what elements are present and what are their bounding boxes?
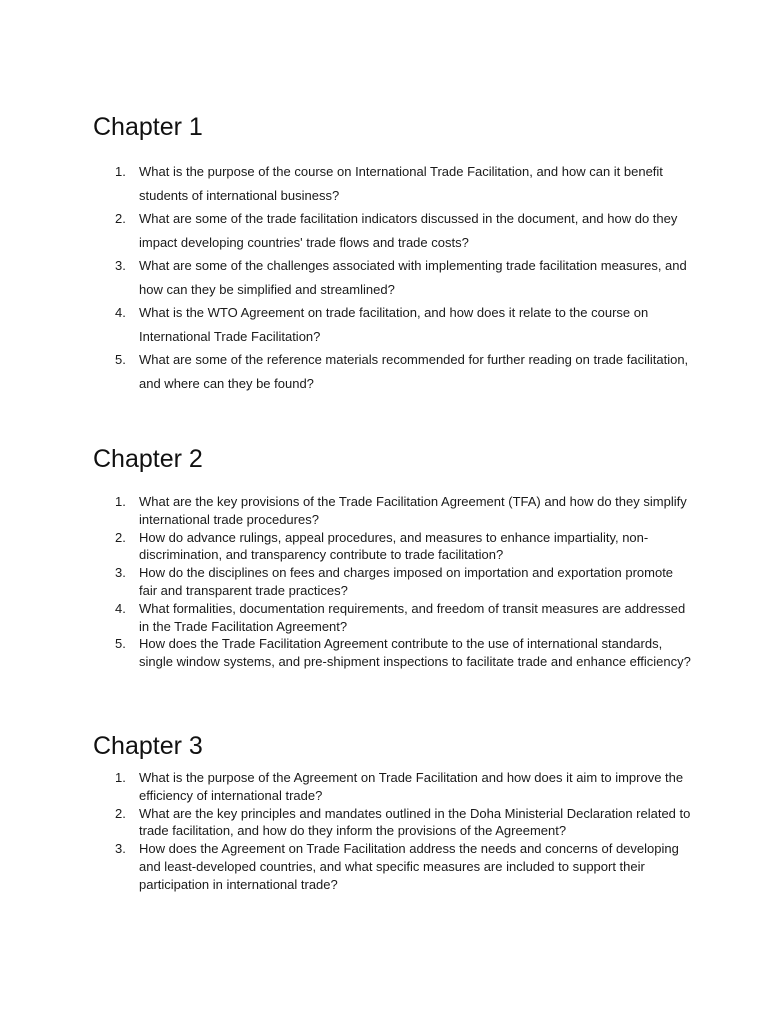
question-list	[93, 769, 693, 894]
question-number: 1.	[115, 494, 126, 509]
question-item	[93, 493, 693, 529]
question-item	[93, 564, 693, 600]
question-text: How do the disciplines on fees and charges imposed on importation and exportation promote fair and transparent trade practices?	[139, 565, 674, 598]
question-text: How do advance rulings, appeal procedures, and measures to enhance impartiality, non-discrimination, and transparency contribute to trade facilitation?	[139, 529, 649, 563]
question-text: What are some of the trade facilitation indicators discussed in the document, and how do they impact developing countries' trade flows and trade costs?	[139, 211, 678, 250]
question-text: How does the Trade Facilitation Agreement contribute to the use of international standards, single window systems, and pre-shipment inspections to facilitate trade and enhance efficiency?	[139, 636, 691, 670]
question-item	[93, 529, 693, 565]
chapter-3-section	[93, 731, 693, 894]
chapter-heading: Chapter 2	[93, 445, 203, 473]
question-text: What is the purpose of the course on International Trade Facilitation, and how can it benefit students of international business?	[139, 164, 663, 203]
question-number: 2.	[115, 529, 126, 545]
question-item	[93, 207, 693, 254]
question-text: What is the WTO Agreement on trade facilitation, and how does it relate to the course on International Trade Facilitation?	[139, 305, 649, 344]
chapter-heading: Chapter 3	[93, 732, 203, 760]
question-text: What are some of the challenges associated with implementing trade facilitation measures, and how can they be simplified and streamlined?	[139, 258, 687, 297]
question-number: 4.	[115, 600, 126, 616]
question-item	[93, 348, 693, 395]
question-list	[93, 493, 693, 671]
question-number: 2.	[115, 805, 126, 821]
question-text: What are the key principles and mandates outlined in the Doha Ministerial Declaration related to trade facilitation, and how do they inform the provisions of the Agreement?	[139, 805, 691, 839]
question-item	[93, 254, 693, 301]
question-number: 4.	[115, 305, 126, 320]
question-text: What formalities, documentation requirements, and freedom of transit measures are addressed in the Trade Facilitation Agreement?	[139, 600, 686, 634]
question-number: 1.	[115, 770, 126, 785]
question-item	[93, 805, 693, 841]
question-number: 3.	[115, 841, 126, 857]
question-list	[93, 160, 693, 395]
question-number: 5.	[115, 636, 126, 652]
question-item	[93, 635, 693, 671]
question-text: What are the key provisions of the Trade Facilitation Agreement (TFA) and how do they simplify international trade procedures?	[139, 494, 687, 527]
chapter-2-section	[93, 444, 693, 671]
question-item	[93, 160, 693, 207]
chapter-heading: Chapter 1	[93, 113, 203, 141]
chapter-1-section	[93, 112, 693, 395]
question-item	[93, 840, 693, 893]
question-item	[93, 301, 693, 348]
question-text: What is the purpose of the Agreement on Trade Facilitation and how does it aim to improve the efficiency of international trade?	[139, 770, 684, 803]
question-number: 1.	[115, 164, 126, 179]
question-number: 2.	[115, 211, 126, 226]
question-number: 3.	[115, 258, 126, 273]
question-number: 3.	[115, 565, 126, 581]
question-number: 5.	[115, 352, 126, 367]
question-item	[93, 600, 693, 636]
question-text: How does the Agreement on Trade Facilitation address the needs and concerns of developing and least-developed countries, and what specific measures are included to support their participation in international trade?	[139, 841, 679, 892]
question-text: What are some of the reference materials recommended for further reading on trade facilitation, and where can they be found?	[139, 352, 689, 391]
question-item	[93, 769, 693, 805]
